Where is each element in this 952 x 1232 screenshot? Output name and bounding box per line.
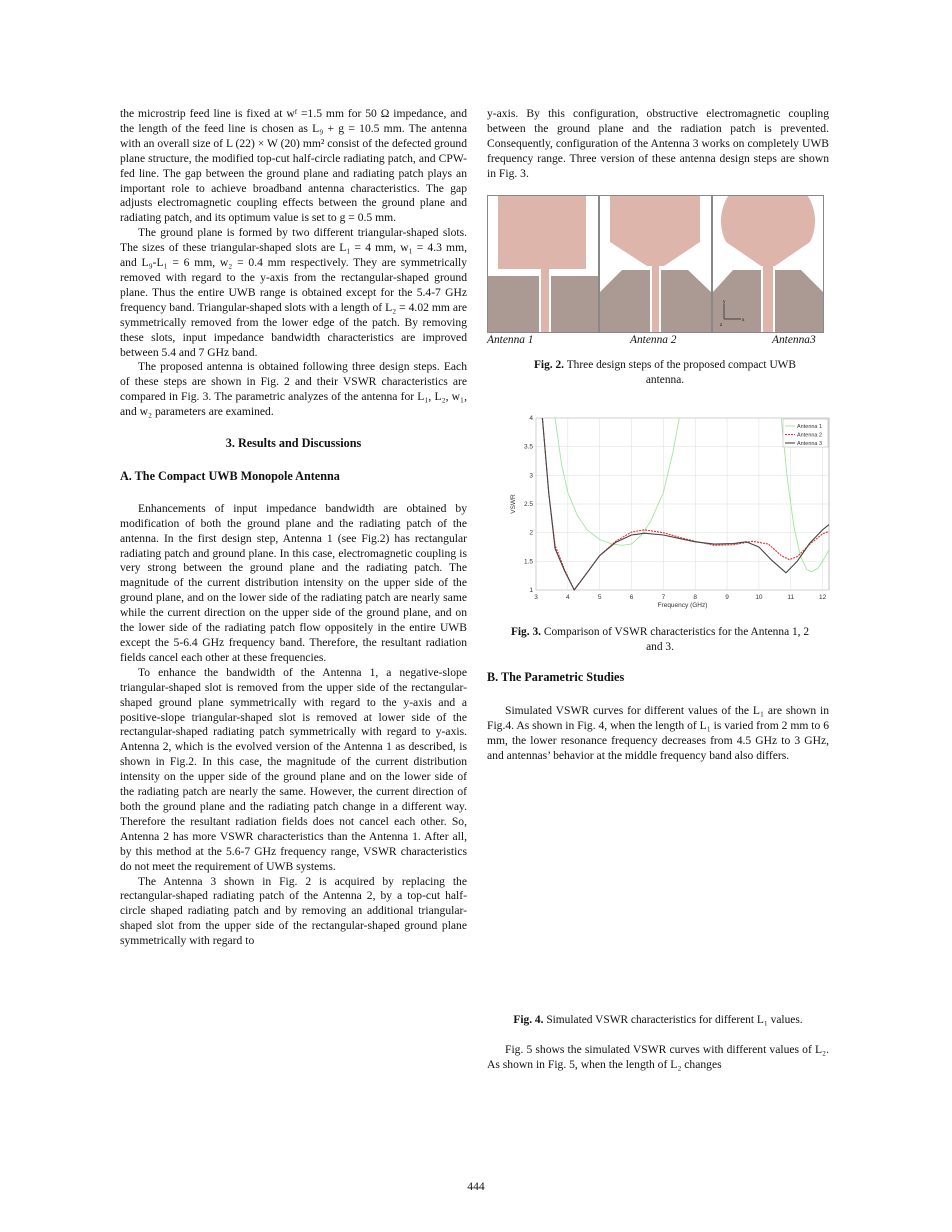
x-tick-label: 3 [534, 594, 538, 601]
x-tick-label: 11 [787, 594, 795, 601]
figure-4-caption [487, 1013, 829, 1028]
y-tick-label: 2 [529, 529, 533, 537]
caption-text: Comparison of VSWR characteristics for the Antenna 1, 2 and 3. [543, 626, 810, 653]
y-tick-label: 3.5 [523, 443, 533, 451]
figure-2-caption [520, 358, 810, 388]
figure-3-caption [510, 625, 810, 655]
y-tick-label: 2.5 [523, 501, 533, 508]
right-column-top [487, 107, 829, 182]
x-tick-label: 9 [725, 594, 729, 601]
axis-label-z: z [720, 323, 723, 328]
paragraph: y-axis. By this configuration, obstructive electromagnetic coupling between the ground plane and the radiation patch is prevented. Consequently, configuration of the Antenna 3 works on completely UWB frequency range. Three version of these antenna design steps are shown in Fig. 3. [487, 107, 829, 180]
x-axis-label: Frequency (GHz) [657, 602, 708, 609]
subsection-heading: B. The Parametric Studies [487, 670, 625, 684]
caption-label: Fig. 3. [510, 626, 541, 638]
x-tick-label: 10 [755, 594, 763, 601]
antenna-1-image [487, 195, 599, 333]
axis-label-x: x [742, 318, 745, 323]
antenna-1-label: Antenna 1 [487, 334, 534, 346]
legend-label: Antenna 2 [797, 432, 823, 439]
paragraph: The proposed antenna is obtained following three design steps. Each of these steps are shown in Fig. 2 and their VSWR characteristics are compared in Fig. 3. The parametric analyzes of the antenna for L₁, L₂, w₁, and w₂ parameters are examined. [120, 360, 467, 419]
right-column-bottom [487, 1043, 829, 1073]
caption-text: Simulated VSWR characteristics for different L₁ values. [546, 1014, 803, 1026]
page-number: 444 [467, 1180, 485, 1193]
x-tick-label: 8 [693, 594, 698, 601]
left-column [120, 107, 467, 949]
axis-label-y: y [723, 300, 726, 305]
x-tick-label: 4 [566, 594, 570, 601]
caption-label: Fig. 2. [533, 359, 565, 371]
y-tick-label: 1 [529, 587, 533, 594]
paragraph: Fig. 5 shows the simulated VSWR curves with different values of L₂. As shown in Fig. 5, when the length of L₂ changes [487, 1043, 829, 1071]
y-axis-label: VSWR [510, 494, 517, 514]
figure-3-chart [505, 405, 835, 610]
section-heading: 3. Results and Discussions [225, 436, 362, 451]
x-tick-label: 5 [597, 594, 602, 601]
antenna-2-label: Antenna 2 [630, 334, 677, 346]
paragraph: the microstrip feed line is fixed at wᶠ =1.5 mm for 50 Ω impedance, and the length of the feed line is chosen as L₉ + g = 10.5 mm. The antenna with an overall size of L (22) × W (20) mm² consist of the defected ground plane structure, the modified top-cut half-circle radiating patch, and CPW-fed line. The gap between the ground plane and radiating patch plays an important role to achieve broadband antenna characteristics. The gap adjusts electromagnetic coupling effects between the ground plane and radiating patch, and its optimum value is set to g = 0.5 mm. [120, 107, 467, 225]
antenna-3-image [712, 195, 824, 333]
x-tick-label: 12 [819, 594, 827, 601]
paragraph: To enhance the bandwidth of the Antenna 1, a negative-slope triangular-shaped slot is removed from the upper side of the rectangular-shaped ground plane symmetrically with regard to the y-axis and a positive-slope triangular-shaped slot is removed at lower side of the rectangular-shaped radiating patch symmetrically with regard to y-axis. Antenna 2, which is the evolved version of the Antenna 1 as described, is shown in Fig.2. In this case, the magnitude of the current distribution intensity on the upper side of the ground plane and on the lower side of the radiating patch are nearly the same. However, the current direction of both the ground plane and the radiating patch change in a different way. Therefore the resultant radiation fields does not cancel each other. So, Antenna 2 has more VSWR characteristics than the Antenna 1. After all, by this method at the 5.6-7 GHz frequency range, VSWR characteristics do not meet the requirement of UWB systems. [120, 665, 467, 873]
antenna-2-image [599, 195, 712, 333]
caption-text: Three design steps of the proposed compact UWB antenna. [566, 359, 797, 386]
paragraph: The ground plane is formed by two different triangular-shaped slots. The sizes of these triangular-shaped slots are L₁ = 4 mm, w₁ = 4.3 mm, and L₉-L₁ = 6 mm, w₂ = 0.4 mm respectively. They are symmetrically removed with regard to the y-axis from the rectangular-shaped ground plane. Thus the entire UWB range is obtained except for the 5.4-7 GHz frequency band. Triangular-shaped slots with a length of L₂ = 4.02 mm are symmetrically removed from the lower edge of the patch. By removing these slots, input impedance bandwidth characteristics are improved between 5.4 and 7 GHz band. [120, 226, 467, 359]
x-tick-label: 6 [629, 594, 634, 601]
paragraph: Simulated VSWR curves for different values of the L₁ are shown in Fig.4. As shown in Fig. 4, when the length of L₁ is varied from 2 mm to 6 mm, the lower resonance frequency decreases from 4.5 GHz to 3 GHz, and antennas’ behavior at the middle frequency band also differs. [487, 703, 829, 762]
subsection-heading: A. The Compact UWB Monopole Antenna [120, 468, 340, 483]
legend-label: Antenna 1 [797, 424, 823, 430]
y-tick-label: 1.5 [523, 558, 533, 566]
y-tick-label: 3 [529, 472, 533, 480]
x-tick-label: 7 [661, 594, 666, 601]
paragraph: Enhancements of input impedance bandwidth are obtained by modification of both the ground plane and the radiating patch of the antenna. In the first design step, Antenna 1 (see Fig.2) has rectangular radiating patch and ground plane. In this case, electromagnetic coupling is very strong between the ground plane and the radiating patch. The magnitude of the current distribution intensity on the upper side of the ground plane, and on the lower side of the radiating patch are nearly same while the current direction on the upper side of the ground plane, and on the lower side of the radiating patch flow oppositely in the entire UWB except the 5-6.4 GHz frequency band. Therefore, the resultant radiation fields cancel each other at these frequencies. [120, 501, 467, 664]
paragraph: The Antenna 3 shown in Fig. 2 is acquired by replacing the rectangular-shaped radiating patch of the Antenna 2, by a top-cut half-circle shaped radiating patch and by removing an additional triangular-shaped slot from the upper side of the rectangular-shaped ground plane symmetrically with regard to [120, 874, 467, 948]
right-column-middle [487, 670, 829, 764]
legend-label: Antenna 3 [797, 441, 823, 447]
caption-label: Fig. 4. [513, 1014, 544, 1026]
y-tick-label: 4 [529, 415, 533, 422]
antenna-3-label: Antenna3 [772, 334, 816, 346]
